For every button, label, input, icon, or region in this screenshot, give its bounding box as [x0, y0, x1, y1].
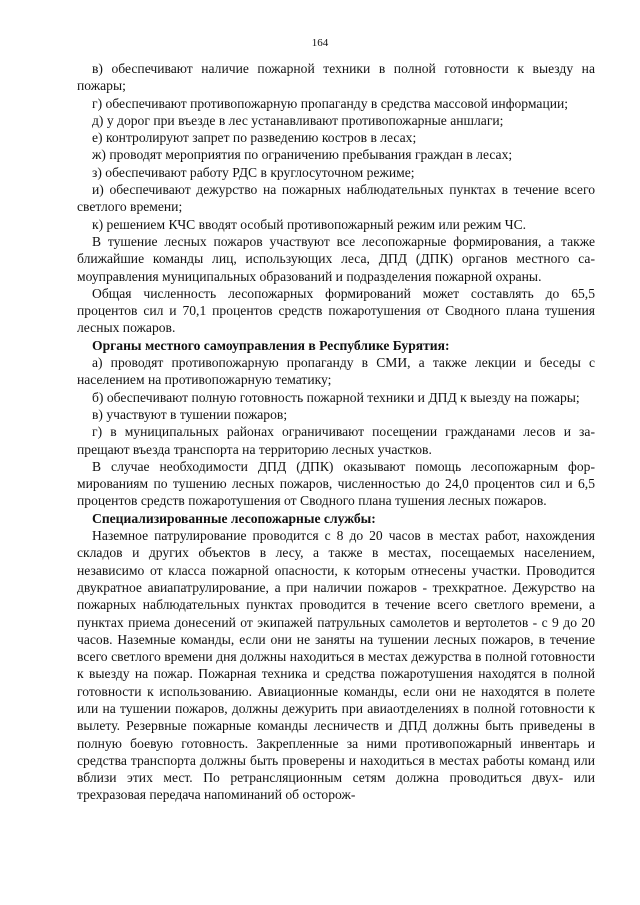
section-heading: Органы местного самоуправления в Республике Бурятия:: [92, 337, 450, 353]
paragraph: а) проводят противопожарную пропаганду в СМИ, а также лекции и беседы с населением на противопожарную тематику;: [77, 355, 595, 388]
paragraph: В случае необходимости ДПД (ДПК) оказывают помощь лесопожарным формированиям по тушению лесных пожаров, численностью до 24,0 процентов сил и 6,5 процентов средств пожаротушения от Сводного плана тушения лесных пожаров.: [77, 458, 595, 509]
body-text: [77, 60, 595, 804]
paragraph: б) обеспечивают полную готовность пожарной техники и ДПД к выезду на пожары;: [92, 389, 580, 405]
paragraph: к) решением КЧС вводят особый противопожарный режим или режим ЧС.: [92, 216, 527, 232]
paragraph: В тушение лесных пожаров участвуют все лесопожарные формирования, а также ближайшие команды лиц, использующих леса, ДПД (ДПК) органов местного самоуправления муниципальных образований и подразделения пожарной охраны.: [77, 233, 595, 284]
paragraph: в) обеспечивают наличие пожарной техники в полной готовности к выезду на пожары;: [77, 61, 595, 94]
page-number: 164: [311, 37, 329, 49]
paragraph: и) обеспечивают дежурство на пожарных наблюдательных пунктах в течение всего светлого времени;: [77, 182, 595, 215]
paragraph: ж) проводят мероприятия по ограничению пребывания граждан в лесах;: [92, 147, 513, 163]
section-heading: Специализированные лесопожарные службы:: [92, 510, 376, 526]
paragraph: д) у дорог при въезде в лес устанавливают противопожарные аншлаги;: [92, 112, 504, 128]
paragraph: з) обеспечивают работу РДС в круглосуточном режиме;: [92, 164, 415, 180]
paragraph: Общая численность лесопожарных формирований может составлять до 65,5 процентов сил и 70,1 процентов средств пожаротушения от Сводного плана тушения лесных пожаров.: [77, 285, 595, 336]
paragraph: г) в муниципальных районах ограничивают посещении гражданами лесов и запрещают въезда транспорта на территорию лесных участков.: [77, 424, 595, 457]
paragraph: е) контролируют запрет по разведению костров в лесах;: [92, 130, 417, 146]
paragraph: г) обеспечивают противопожарную пропаганду в средства массовой информации;: [92, 95, 569, 111]
paragraph: в) участвуют в тушении пожаров;: [92, 406, 288, 422]
paragraph: Наземное патрулирование проводится с 8 до 20 часов в местах работ, нахождения складов и других объектов в лесу, а также в местах, посещаемых населением, независимо от класса пожарной опасности, к которым отнесены участки. Проводится двукратное авиапатрулирование, а при наличии пожаров - трехкратное. Дежурство на пожарных наблюдательных пунктах проводится в течение всего светлого времени, а пунктах приема донесений от экипажей патрульных самолетов и вертолетов - с 9 до 20 часов. Наземные команды, если они не заняты на тушении лесных пожаров, в течение всего светлого времени дня должны находиться в местах дежурства в полной готовности к выезду на пожар. Пожарная техника и средства пожаротушения находятся в полной готовности к использованию. Авиационные команды, если они не находятся в полете или на тушении пожаров, должны дежурить при авиаотделениях в полной готовности к вылету. Резервные пожарные команды лесничеств и ДПД должны быть приведены в полную боевую готовность. Закрепленные за ними противопожарный инвентарь и средства транспорта должны быть проверены и находиться в местах работы команд или вблизи этих мест. По ретрансляционным сетям должна проводиться двух- или трехразовая передача напоминаний об осторож-: [77, 528, 595, 803]
